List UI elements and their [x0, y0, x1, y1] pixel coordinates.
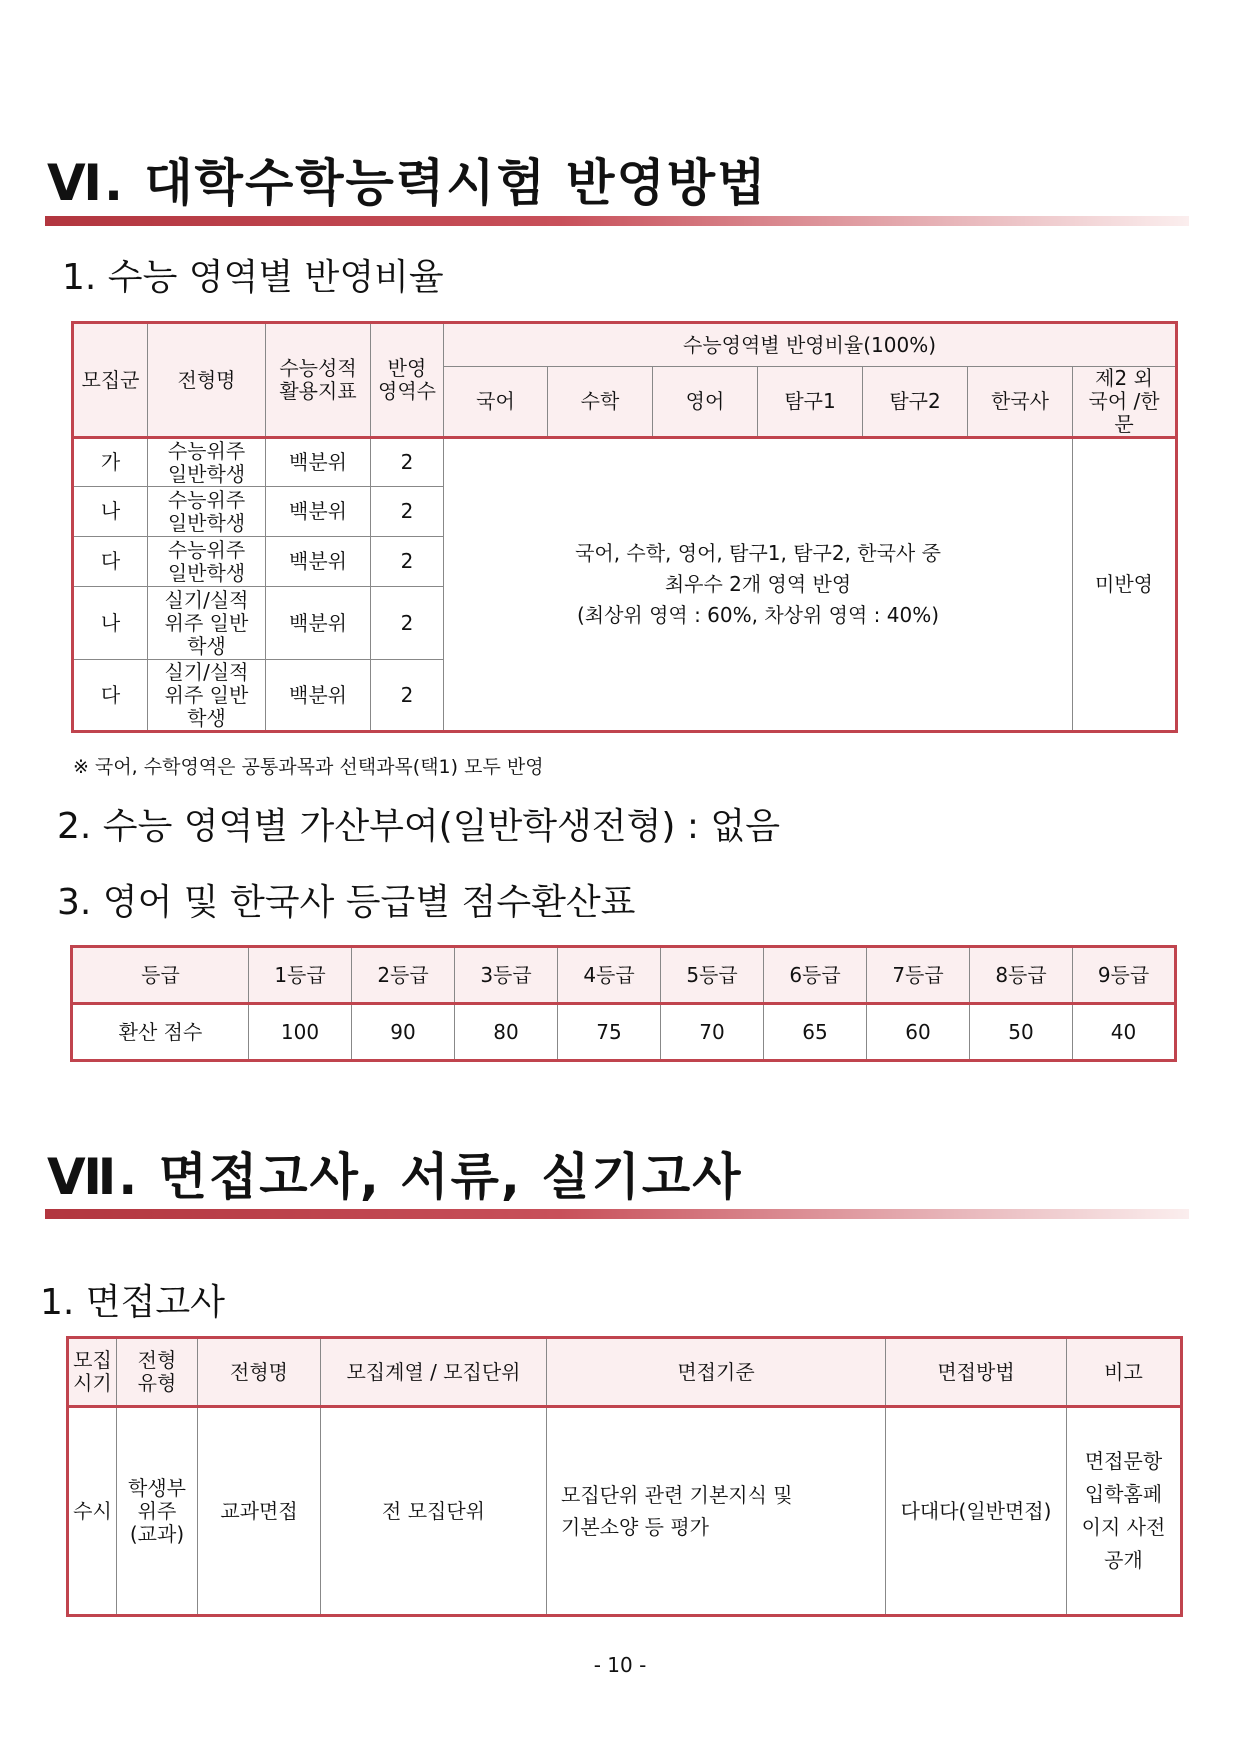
cell-index: 백분위	[266, 537, 371, 587]
cell-type: 실기/실적 위주 일반학생	[148, 660, 266, 732]
criteria-line-1: 모집단위 관련 기본지식 및	[561, 1483, 793, 1507]
score-label: 환산 점수	[72, 1004, 249, 1061]
score-2: 90	[352, 1004, 455, 1061]
cell-type: 수능위주 일반학생	[148, 438, 266, 487]
score-7: 60	[867, 1004, 970, 1061]
cell-kind: 학생부 위주 (교과)	[117, 1407, 198, 1616]
score-8: 50	[970, 1004, 1073, 1061]
header-period: 모집 시기	[68, 1338, 117, 1407]
header-index: 수능성적 활용지표	[266, 323, 371, 438]
cell-group: 나	[73, 587, 148, 660]
section-6-title: Ⅵ. 대학수학능력시험 반영방법	[47, 154, 768, 212]
header-subject-english: 영어	[653, 367, 758, 438]
cell-method: 다대다(일반면접)	[886, 1407, 1067, 1616]
score-5: 70	[661, 1004, 764, 1061]
cell-count: 2	[371, 660, 444, 732]
cell-index: 백분위	[266, 438, 371, 487]
section-7-subsection-1-title: 1. 면접고사	[40, 1282, 225, 1323]
score-9: 40	[1073, 1004, 1176, 1061]
cell-index: 백분위	[266, 660, 371, 732]
grade-conversion-table	[70, 945, 1177, 1062]
cell-group: 다	[73, 537, 148, 587]
grade-8: 8등급	[970, 947, 1073, 1004]
header-subject-math: 수학	[548, 367, 653, 438]
page-number: - 10 -	[593, 1653, 647, 1677]
reflection-ratio-table	[71, 321, 1178, 733]
cell-group: 가	[73, 438, 148, 487]
score-4: 75	[558, 1004, 661, 1061]
cell-type: 수능위주 일반학생	[148, 487, 266, 537]
grade-9: 9등급	[1073, 947, 1176, 1004]
header-subject-korean: 국어	[444, 367, 548, 438]
subsection-2-title: 2. 수능 영역별 가산부여(일반학생전형) : 없음	[57, 806, 780, 847]
criteria-line-2: 기본소양 등 평가	[561, 1515, 709, 1539]
header-count: 반영 영역수	[371, 323, 444, 438]
table-row	[72, 1004, 1176, 1061]
score-3: 80	[455, 1004, 558, 1061]
score-1: 100	[249, 1004, 352, 1061]
table-note: ※ 국어, 수학영역은 공통과목과 선택과목(택1) 모두 반영	[73, 756, 544, 778]
header-remark: 비고	[1067, 1338, 1182, 1407]
subsection-1-title: 1. 수능 영역별 반영비율	[62, 257, 444, 298]
merged-rule-line-1: 국어, 수학, 영어, 탐구1, 탐구2, 한국사 중	[575, 541, 941, 565]
grade-5: 5등급	[661, 947, 764, 1004]
section-6-divider	[45, 216, 1189, 226]
merged-rule-line-2: 최우수 2개 영역 반영	[664, 572, 852, 596]
score-6: 65	[764, 1004, 867, 1061]
header-method: 면접방법	[886, 1338, 1067, 1407]
section-7-title: Ⅶ. 면접고사, 서류, 실기고사	[47, 1148, 743, 1206]
header-name: 전형명	[198, 1338, 321, 1407]
header-type: 전형명	[148, 323, 266, 438]
grade-7: 7등급	[867, 947, 970, 1004]
header-kind: 전형 유형	[117, 1338, 198, 1407]
cell-group: 다	[73, 660, 148, 732]
header-subject-inquiry2: 탐구2	[863, 367, 968, 438]
cell-second-language: 미반영	[1073, 438, 1177, 732]
header-subject-second-language: 제2 외국어 /한문	[1073, 367, 1177, 438]
header-ratio: 수능영역별 반영비율(100%)	[444, 323, 1177, 367]
subsection-3-title: 3. 영어 및 한국사 등급별 점수환산표	[57, 882, 636, 923]
cell-criteria	[547, 1407, 886, 1616]
header-subject-inquiry1: 탐구1	[758, 367, 863, 438]
cell-name: 교과면접	[198, 1407, 321, 1616]
cell-type: 실기/실적 위주 일반학생	[148, 587, 266, 660]
merged-rule-line-3: (최상위 영역 : 60%, 차상위 영역 : 40%)	[576, 603, 940, 627]
cell-period: 수시	[68, 1407, 117, 1616]
cell-type: 수능위주 일반학생	[148, 537, 266, 587]
grade-6: 6등급	[764, 947, 867, 1004]
table-row	[68, 1407, 1182, 1616]
header-criteria: 면접기준	[547, 1338, 886, 1407]
header-group: 모집군	[73, 323, 148, 438]
grade-1: 1등급	[249, 947, 352, 1004]
header-unit: 모집계열 / 모집단위	[321, 1338, 547, 1407]
cell-remark: 면접문항 입학홈페 이지 사전공개	[1067, 1407, 1182, 1616]
grade-2: 2등급	[352, 947, 455, 1004]
cell-unit: 전 모집단위	[321, 1407, 547, 1616]
cell-count: 2	[371, 487, 444, 537]
cell-index: 백분위	[266, 587, 371, 660]
cell-count: 2	[371, 537, 444, 587]
interview-table	[66, 1336, 1183, 1617]
header-grade: 등급	[72, 947, 249, 1004]
cell-count: 2	[371, 438, 444, 487]
cell-group: 나	[73, 487, 148, 537]
grade-3: 3등급	[455, 947, 558, 1004]
merged-reflection-rule	[444, 438, 1073, 732]
header-subject-history: 한국사	[968, 367, 1073, 438]
cell-index: 백분위	[266, 487, 371, 537]
cell-count: 2	[371, 587, 444, 660]
section-7-divider	[45, 1209, 1189, 1219]
table-row	[73, 438, 1177, 487]
grade-4: 4등급	[558, 947, 661, 1004]
